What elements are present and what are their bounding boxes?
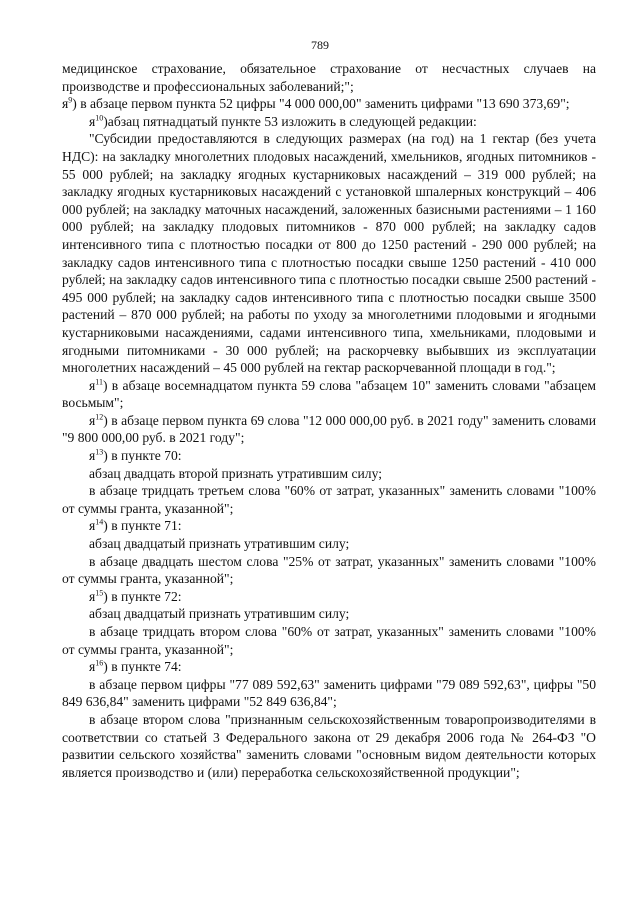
paragraph-text: "Субсидии предоставляются в следующих размерах (на год) на 1 гектар (без учета НДС): на закладку многолетних плодовых насаждений, хмельников, ягодных питомников - 55 000 рублей; на закладку ягодных кустарниковых насаждений – 319 000 рублей; на закладку ягодных кустарниковых насаждений с установкой шпалерных конструкций – 406 000 рублей; на закладку маточных насаждений, заложенных базисными растениями – 1 160 000 рублей; на закладку плодовых питомников - 870 000 рублей; на закладку садов интенсивного типа с плотностью посадки от 800 до 1250 растений - 290 000 рублей; на закладку садов интенсивного типа с плотностью посадки свыше 1250 растений - 410 000 рублей; на закладку садов интенсивного типа с плотностью посадки свыше 2500 растений - 495 000 рублей; на закладку садов интенсивного типа с плотностью посадки свыше 3500 растений – 870 000 рублей; на работы по уходу за многолетними плодовыми и ягодными кустарниковыми насаждениями, садами интенсивного типа, хмельниками, плодовыми и ягодными питомниками - 30 000 рублей; на раскорчевку выбывших из эксплуатации многолетних насаждений – 45 000 рублей на гектар раскорчеванной площади в год."; xyxy=(62,131,596,376)
paragraph-text: ) в пункте 74: xyxy=(103,659,182,675)
paragraph-p02 xyxy=(62,95,596,113)
item-superscript: 16 xyxy=(95,658,104,668)
paragraph-p09 xyxy=(62,482,596,517)
item-superscript: 14 xyxy=(95,517,104,527)
item-marker: я xyxy=(62,96,69,112)
paragraph-text: медицинское страхование, обязательное страхование от несчастных случаев на производстве и профессиональных заболеваний;"; xyxy=(62,61,596,94)
item-marker: я xyxy=(89,518,96,534)
paragraph-text: абзац двадцатый признать утратившим силу; xyxy=(89,536,350,552)
paragraph-p13 xyxy=(62,588,596,606)
paragraph-p06 xyxy=(62,412,596,447)
paragraph-p07 xyxy=(62,447,596,465)
paragraph-p14 xyxy=(62,605,596,623)
paragraph-text: ) в пункте 72: xyxy=(103,588,182,604)
paragraph-text: абзац двадцатый признать утратившим силу; xyxy=(89,606,350,622)
paragraph-p11 xyxy=(62,535,596,553)
item-superscript: 13 xyxy=(95,447,104,457)
item-marker: я xyxy=(89,113,96,129)
paragraph-p01 xyxy=(62,60,596,95)
paragraph-text: ) в абзаце первом пункта 52 цифры "4 000 000,00" заменить цифрами "13 690 373,69"; xyxy=(72,96,570,112)
paragraph-text: ) в абзаце восемнадцатом пункта 59 слова "абзацем 10" заменить словами "абзацем восьмым"; xyxy=(62,377,596,411)
paragraph-p17 xyxy=(62,676,596,711)
page-number: 789 xyxy=(311,38,329,52)
paragraph-p04 xyxy=(62,130,596,376)
paragraph-text: ) в абзаце первом пункта 69 слова "12 000 000,00 руб. в 2021 году" заменить словами "9 800 000,00 руб. в 2021 году"; xyxy=(62,412,596,446)
paragraph-p18 xyxy=(62,711,596,781)
document-body xyxy=(62,60,596,781)
item-marker: я xyxy=(89,659,96,675)
paragraph-text: в абзаце втором слова "признанным сельскохозяйственным товаропроизводителями в соответствии со статьей 3 Федерального закона от 29 декабря 2006 года № 264-ФЗ "О развитии сельского хозяйства" заменить словами "основным видом деятельности которых является производство и (или) переработка сельскохозяйственной продукции"; xyxy=(62,711,596,780)
paragraph-text: абзац двадцать второй признать утратившим силу; xyxy=(89,465,382,481)
item-superscript: 11 xyxy=(95,377,103,387)
paragraph-text: в абзаце тридцать третьем слова "60% от затрат, указанных" заменить словами "100% от суммы гранта, указанной"; xyxy=(62,483,596,516)
paragraph-p03 xyxy=(62,113,596,131)
paragraph-text: )абзац пятнадцатый пункте 53 изложить в следующей редакции: xyxy=(103,113,477,129)
paragraph-p15 xyxy=(62,623,596,658)
paragraph-text: в абзаце тридцать втором слова "60% от затрат, указанных" заменить словами "100% от суммы гранта, указанной"; xyxy=(62,624,596,657)
paragraph-text: ) в пункте 70: xyxy=(103,448,182,464)
paragraph-p10 xyxy=(62,517,596,535)
item-marker: я xyxy=(89,412,96,428)
paragraph-text: ) в пункте 71: xyxy=(103,518,182,534)
paragraph-text: в абзаце двадцать шестом слова "25% от затрат, указанных" заменить словами "100% от суммы гранта, указанной"; xyxy=(62,553,596,587)
paragraph-text: в абзаце первом цифры "77 089 592,63" заменить цифрами "79 089 592,63", цифры "50 849 636,84" заменить цифрами "52 849 636,84"; xyxy=(62,676,596,710)
item-marker: я xyxy=(89,588,96,604)
item-marker: я xyxy=(89,448,96,464)
item-superscript: 9 xyxy=(68,95,73,105)
paragraph-p12 xyxy=(62,553,596,588)
item-marker: я xyxy=(89,377,96,393)
paragraph-p16 xyxy=(62,658,596,676)
paragraph-p05 xyxy=(62,377,596,412)
item-superscript: 10 xyxy=(95,113,104,123)
item-superscript: 15 xyxy=(95,588,104,598)
item-superscript: 12 xyxy=(95,412,104,422)
paragraph-p08 xyxy=(62,465,596,483)
